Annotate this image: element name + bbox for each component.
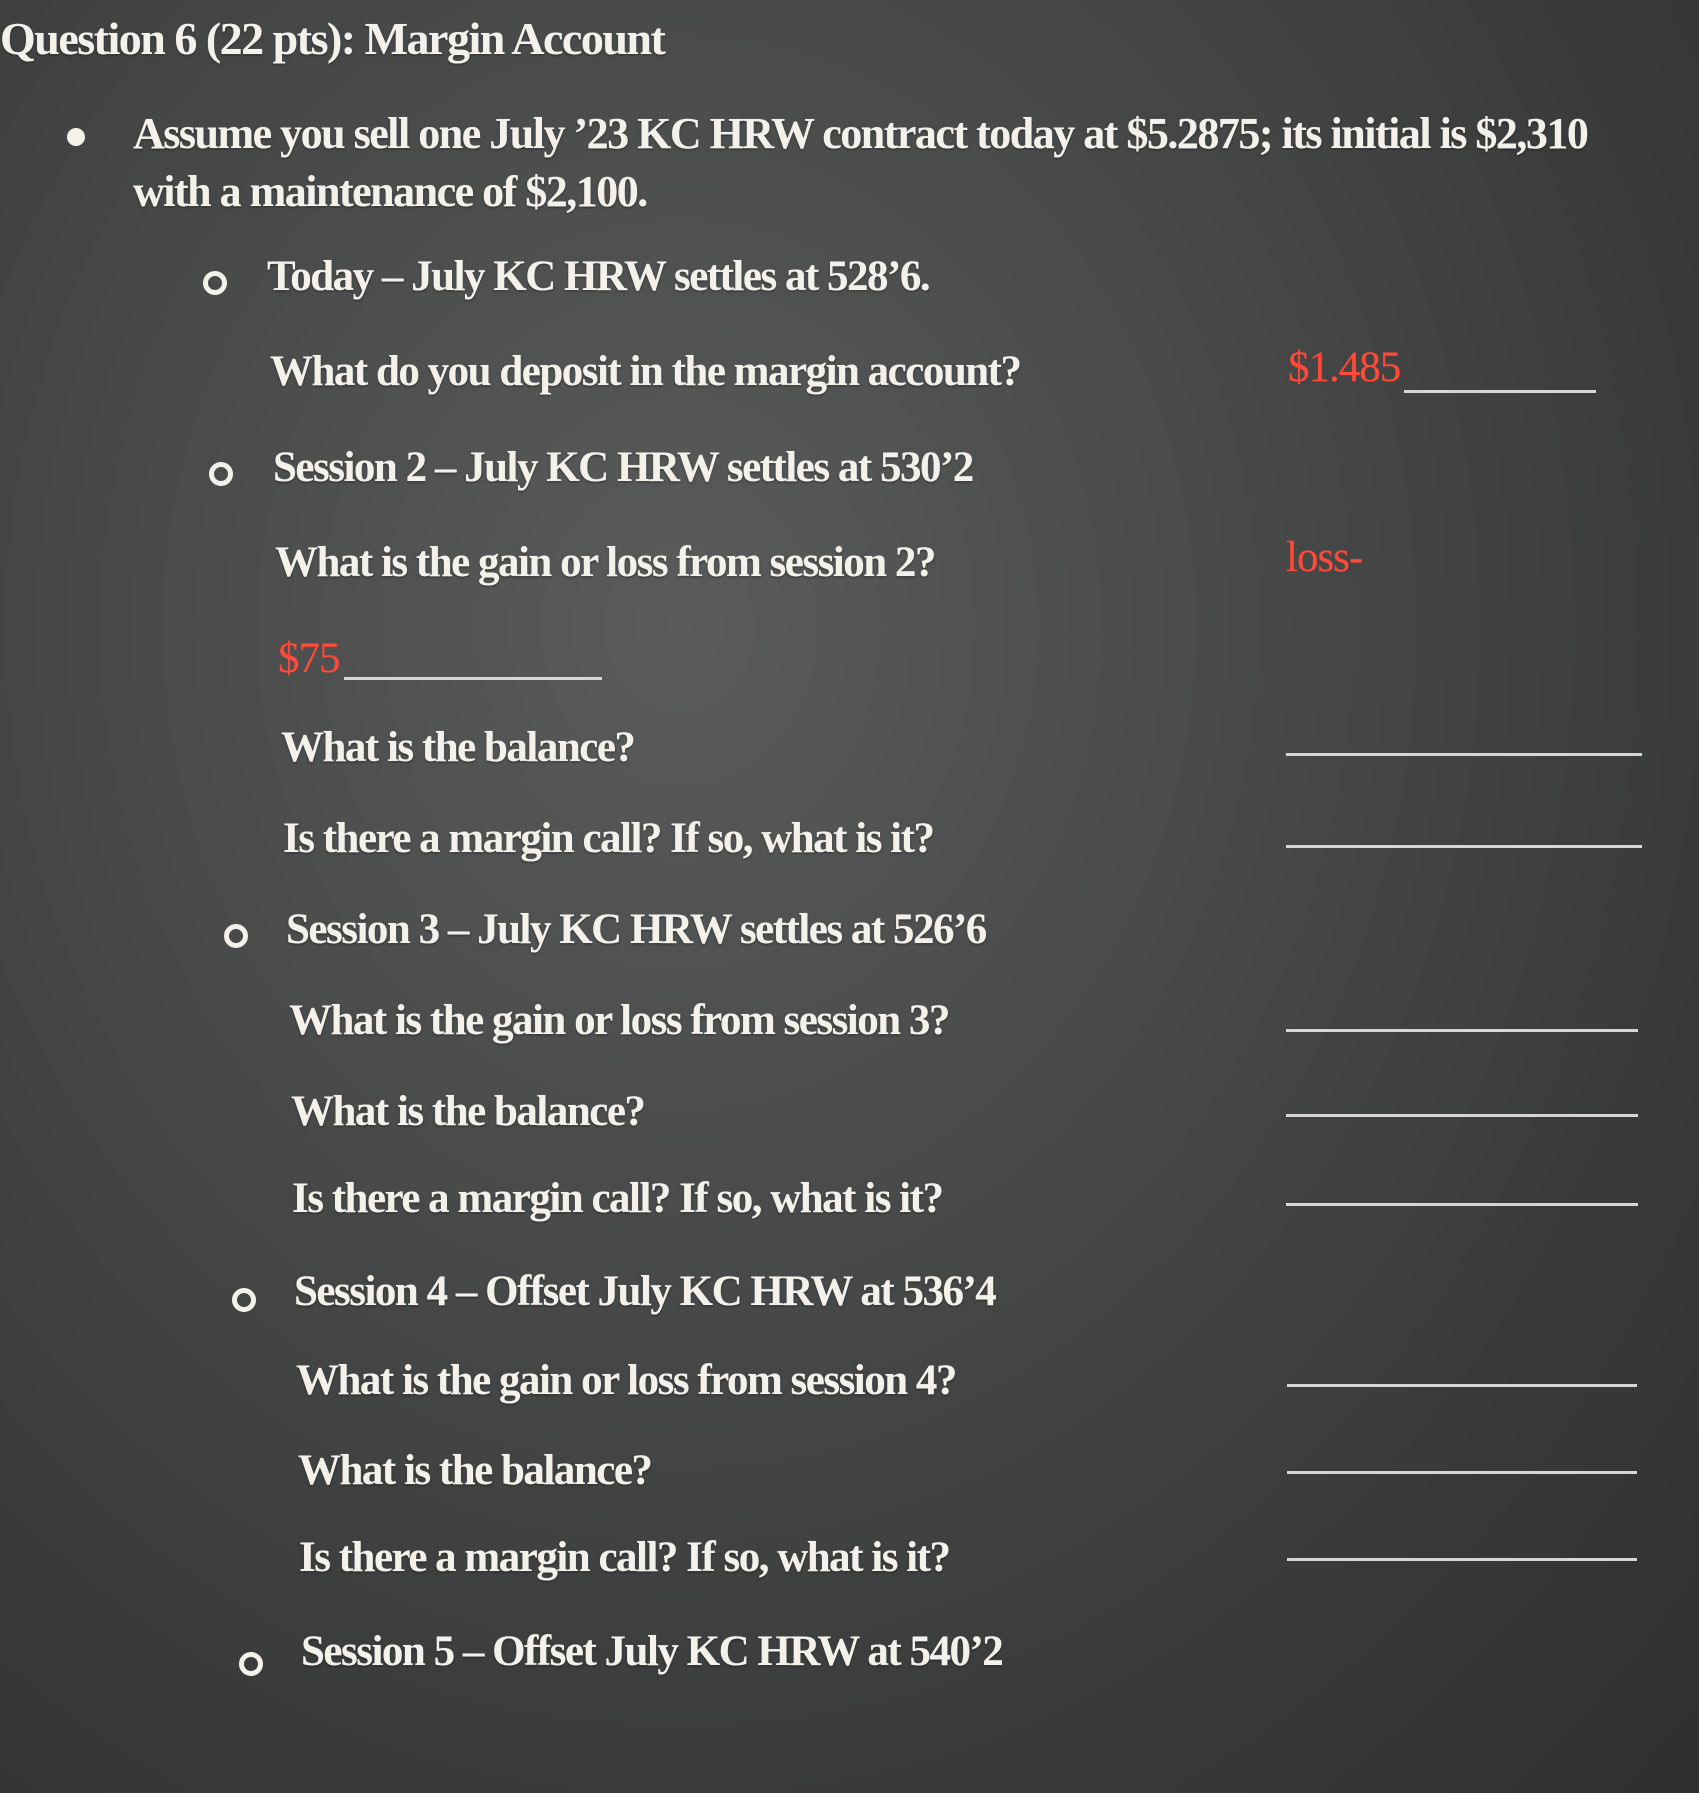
session3-gain-loss-answer-line[interactable] xyxy=(1286,1029,1638,1032)
sub-bullet-icon xyxy=(224,924,248,948)
session3-heading: Session 3 – July KC HRW settles at 526’6 xyxy=(286,906,986,953)
session2-gain-loss-answer-line[interactable] xyxy=(344,677,602,680)
session4-gain-loss-answer-line[interactable] xyxy=(1287,1384,1637,1387)
session2-balance-question: What is the balance? xyxy=(281,724,635,771)
session3-balance-answer-line[interactable] xyxy=(1286,1114,1638,1117)
intro-line-1: Assume you sell one July ’23 KC HRW contract today at $5.2875; its initial is $2,310 xyxy=(133,109,1588,158)
sub-bullet-icon xyxy=(239,1652,263,1676)
page-title: Question 6 (22 pts): Margin Account xyxy=(0,13,665,64)
today-deposit-answer[interactable]: $1.485 xyxy=(1288,344,1401,391)
session4-gain-loss-question: What is the gain or loss from session 4? xyxy=(296,1357,956,1404)
today-deposit-question: What do you deposit in the margin account? xyxy=(270,348,1021,395)
sub-bullet-icon xyxy=(209,462,233,486)
session4-balance-question: What is the balance? xyxy=(298,1447,652,1494)
session2-gain-loss-answer-b[interactable]: $75 xyxy=(278,635,340,682)
session3-margin-call-question: Is there a margin call? If so, what is it? xyxy=(292,1175,943,1222)
session2-gain-loss-question: What is the gain or loss from session 2? xyxy=(275,539,935,586)
session2-margin-call-answer-line[interactable] xyxy=(1286,845,1642,848)
sub-bullet-icon xyxy=(203,271,227,295)
session4-margin-call-question: Is there a margin call? If so, what is it? xyxy=(299,1534,950,1581)
session4-balance-answer-line[interactable] xyxy=(1287,1471,1637,1474)
session4-heading: Session 4 – Offset July KC HRW at 536’4 xyxy=(294,1268,996,1315)
intro-line-2: with a maintenance of $2,100. xyxy=(133,167,647,216)
session2-balance-answer-line[interactable] xyxy=(1286,753,1642,756)
today-heading: Today – July KC HRW settles at 528’6. xyxy=(267,253,930,300)
sub-bullet-icon xyxy=(232,1288,256,1312)
session2-margin-call-question: Is there a margin call? If so, what is it? xyxy=(283,815,934,862)
session3-gain-loss-question: What is the gain or loss from session 3? xyxy=(289,997,949,1044)
session2-gain-loss-answer-a[interactable]: loss- xyxy=(1286,534,1363,581)
today-deposit-answer-line[interactable] xyxy=(1404,390,1596,393)
session3-margin-call-answer-line[interactable] xyxy=(1286,1203,1638,1206)
session2-heading: Session 2 – July KC HRW settles at 530’2 xyxy=(273,444,973,491)
session4-margin-call-answer-line[interactable] xyxy=(1287,1558,1637,1561)
session5-heading: Session 5 – Offset July KC HRW at 540’2 xyxy=(301,1628,1003,1675)
bullet-icon xyxy=(67,128,85,146)
session3-balance-question: What is the balance? xyxy=(291,1088,645,1135)
